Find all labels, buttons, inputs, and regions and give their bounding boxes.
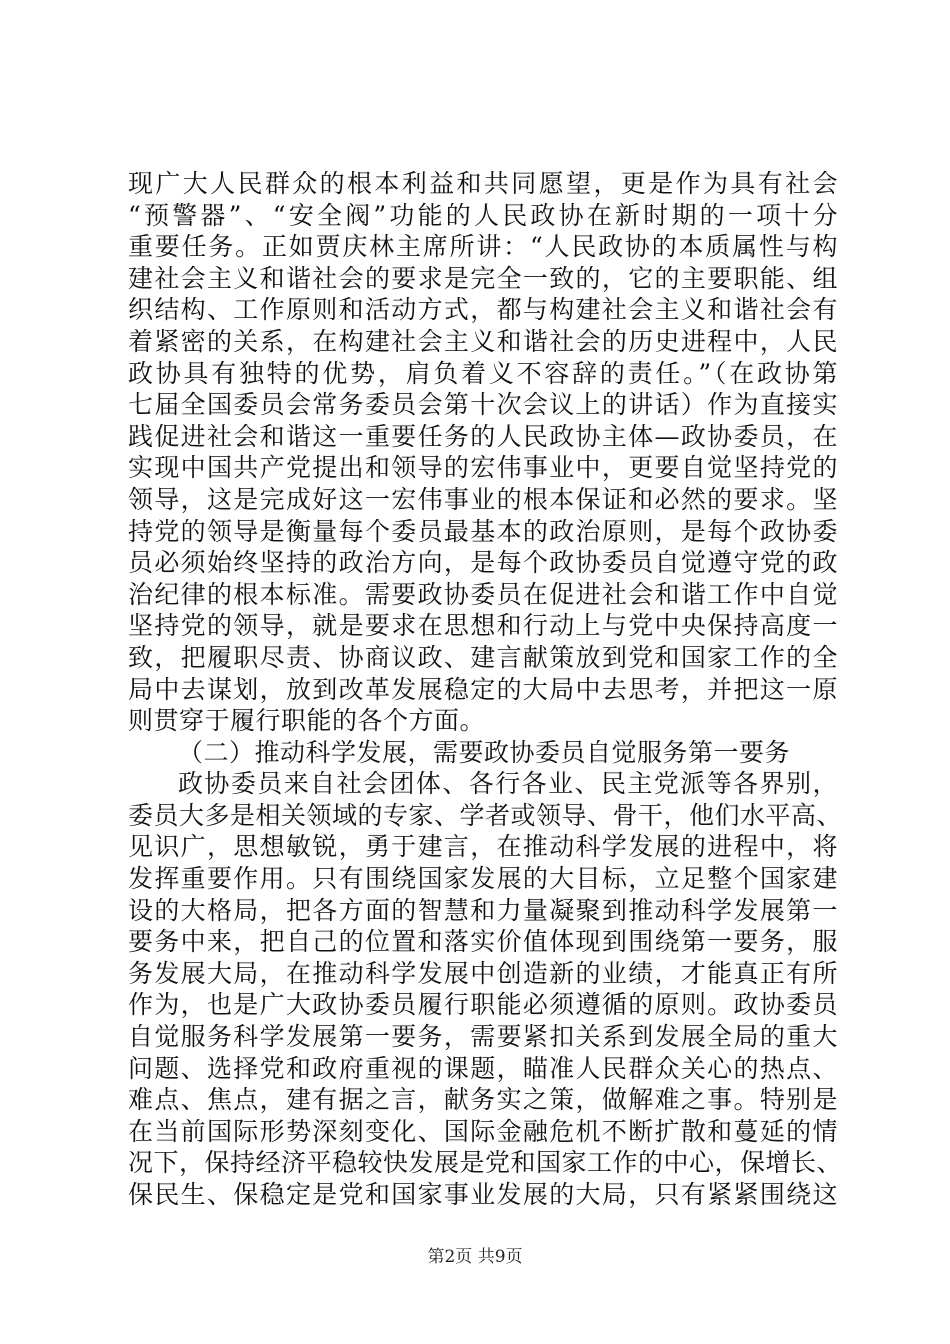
text-line: 见识广，思想敏锐，勇于建言，在推动科学发展的进程中，将 <box>128 832 838 862</box>
page-footer <box>0 1242 950 1267</box>
text-line: 践促进社会和谐这一重要任务的人民政协主体—政协委员，在 <box>128 421 838 451</box>
text-line: 织结构、工作原则和活动方式，都与构建社会主义和谐社会有 <box>128 295 838 325</box>
text-line: 保民生、保稳定是党和国家事业发展的大局，只有紧紧围绕这 <box>128 1180 838 1209</box>
text-line: 作为，也是广大政协委员履行职能必须遵循的原则。政协委员 <box>128 990 838 1020</box>
text-line: 员必须始终坚持的政治方向，是每个政协委员自觉遵守党的政 <box>128 548 838 578</box>
text-line: 难点、焦点，建有据之言，献务实之策，做解难之事。特别是 <box>128 1085 838 1115</box>
text-line: “预警器”、“安全阀”功能的人民政协在新时期的一项十分 <box>128 200 838 230</box>
text-line: 实现中国共产党提出和领导的宏伟事业中，更要自觉坚持党的 <box>128 453 838 483</box>
text-line: 七届全国委员会常务委员会第十次会议上的讲话）作为直接实 <box>128 390 838 420</box>
text-line: 重要任务。正如贾庆林主席所讲：“人民政协的本质属性与构 <box>128 232 838 262</box>
text-line: 自觉服务科学发展第一要务，需要紧扣关系到发展全局的重大 <box>128 1022 838 1052</box>
text-line: 治纪律的根本标准。需要政协委员在促进社会和谐工作中自觉 <box>128 579 838 609</box>
text-line: 在当前国际形势深刻变化、国际金融危机不断扩散和蔓延的情 <box>128 1116 838 1146</box>
text-line: 要务中来，把自己的位置和落实价值体现到围绕第一要务，服 <box>128 927 838 957</box>
text-line: 建社会主义和谐社会的要求是完全一致的，它的主要职能、组 <box>128 263 838 293</box>
text-line: 现广大人民群众的根本利益和共同愿望，更是作为具有社会 <box>128 169 838 198</box>
text-line: 问题、选择党和政府重视的课题，瞄准人民群众关心的热点、 <box>128 1053 838 1083</box>
text-line: 况下，保持经济平稳较快发展是党和国家工作的中心，保增长、 <box>128 1148 843 1178</box>
document-body <box>128 168 843 1211</box>
text-line: 坚持党的领导，就是要求在思想和行动上与党中央保持高度一 <box>128 611 838 641</box>
text-line: 委员大多是相关领域的专家、学者或领导、骨干，他们水平高、 <box>128 800 843 830</box>
text-line: 持党的领导是衡量每个委员最基本的政治原则，是每个政协委 <box>128 516 838 546</box>
text-line: 发挥重要作用。只有围绕国家发展的大目标，立足整个国家建 <box>128 864 838 894</box>
text-line: 政协具有独特的优势，肩负着义不容辞的责任。”（在政协第 <box>128 358 838 388</box>
text-line: 致，把履职尽责、协商议政、建言献策放到党和国家工作的全 <box>128 642 838 672</box>
text-line: 务发展大局，在推动科学发展中创造新的业绩，才能真正有所 <box>128 958 838 988</box>
page-number: 第2页 共9页 <box>427 1247 523 1267</box>
text-line: 局中去谋划，放到改革发展稳定的大局中去思考，并把这一原 <box>128 674 838 704</box>
section-heading: （二）推动科学发展，需要政协委员自觉服务第一要务 <box>178 737 791 767</box>
text-line: 设的大格局，把各方面的智慧和力量凝聚到推动科学发展第一 <box>128 895 838 925</box>
text-line: 政协委员来自社会团体、各行各业、民主党派等各界别， <box>178 769 838 799</box>
text-line: 领导，这是完成好这一宏伟事业的根本保证和必然的要求。坚 <box>128 484 838 514</box>
text-line: 则贯穿于履行职能的各个方面。 <box>128 706 486 736</box>
text-line: 着紧密的关系，在构建社会主义和谐社会的历史进程中，人民 <box>128 326 838 356</box>
